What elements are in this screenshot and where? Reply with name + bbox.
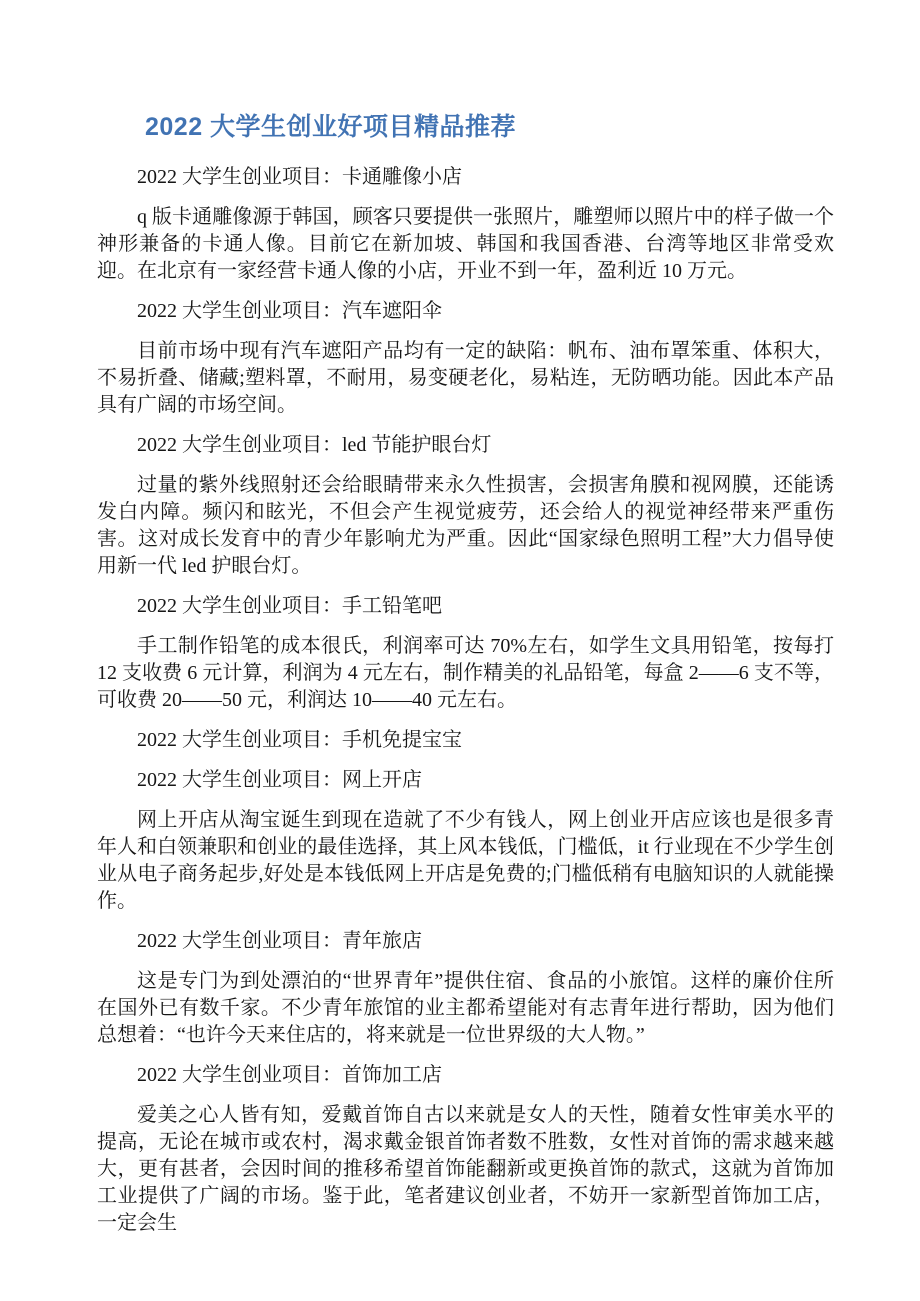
paragraph: 手工制作铅笔的成本很氏，利润率可达 70%左右，如学生文具用铅笔，按每打 12 支收费 6 元计算，利润为 4 元左右，制作精美的礼品铅笔，每盒 2——6 支不等，可收费 20——50 元，利润达 10——40 元左右。 [97, 635, 834, 711]
paragraph: 网上开店从淘宝诞生到现在造就了不少有钱人，网上创业开店应该也是很多青年人和白领兼职和创业的最佳选择，其上风本钱低，门槛低，it 行业现在不少学生创业从电子商务起步,好处是本钱低网上开店是免费的;门槛低稍有电脑知识的人就能操作。 [97, 809, 834, 912]
paragraph: q 版卡通雕像源于韩国，顾客只要提供一张照片，雕塑师以照片中的样子做一个神形兼备的卡通人像。目前它在新加坡、韩国和我国香港、台湾等地区非常受欢迎。在北京有一家经营卡通人像的小店，开业不到一年，盈利近 10 万元。 [97, 206, 834, 282]
section-heading: 2022 大学生创业项目：卡通雕像小店 [137, 166, 462, 188]
document-title: 2022 大学生创业好项目精品推荐 [145, 113, 517, 141]
section-heading: 2022 大学生创业项目：网上开店 [137, 769, 422, 791]
section-heading: 2022 大学生创业项目：首饰加工店 [137, 1064, 442, 1086]
paragraph: 爱美之心人皆有知，爱戴首饰自古以来就是女人的天性，随着女性审美水平的提高，无论在城市或农村，渴求戴金银首饰者数不胜数，女性对首饰的需求越来越大，更有甚者，会因时间的推移希望首饰能翻新或更换首饰的款式，这就为首饰加工业提供了广阔的市场。鉴于此，笔者建议创业者，不妨开一家新型首饰加工店，一定会生 [97, 1104, 834, 1234]
section-heading: 2022 大学生创业项目：手机免提宝宝 [137, 729, 462, 751]
section-heading: 2022 大学生创业项目：led 节能护眼台灯 [137, 434, 492, 456]
section-heading: 2022 大学生创业项目：汽车遮阳伞 [137, 300, 442, 322]
paragraph: 目前市场中现有汽车遮阳产品均有一定的缺陷：帆布、油布罩笨重、体积大，不易折叠、储藏;塑料罩，不耐用，易变硬老化，易粘连，无防晒功能。因此本产品具有广阔的市场空间。 [97, 340, 834, 416]
section-heading: 2022 大学生创业项目：手工铅笔吧 [137, 595, 442, 617]
paragraph: 这是专门为到处漂泊的“世界青年”提供住宿、食品的小旅馆。这样的廉价住所在国外已有数千家。不少青年旅馆的业主都希望能对有志青年进行帮助，因为他们总想着：“也许今天来住店的，将来就是一位世界级的大人物。” [97, 970, 834, 1046]
paragraph: 过量的紫外线照射还会给眼睛带来永久性损害，会损害角膜和视网膜，还能诱发白内障。频闪和眩光，不但会产生视觉疲劳，还会给人的视觉神经带来严重伤害。这对成长发育中的青少年影响尤为严重。因此“国家绿色照明工程”大力倡导使用新一代 led 护眼台灯。 [97, 474, 834, 577]
section-heading: 2022 大学生创业项目：青年旅店 [137, 930, 422, 952]
